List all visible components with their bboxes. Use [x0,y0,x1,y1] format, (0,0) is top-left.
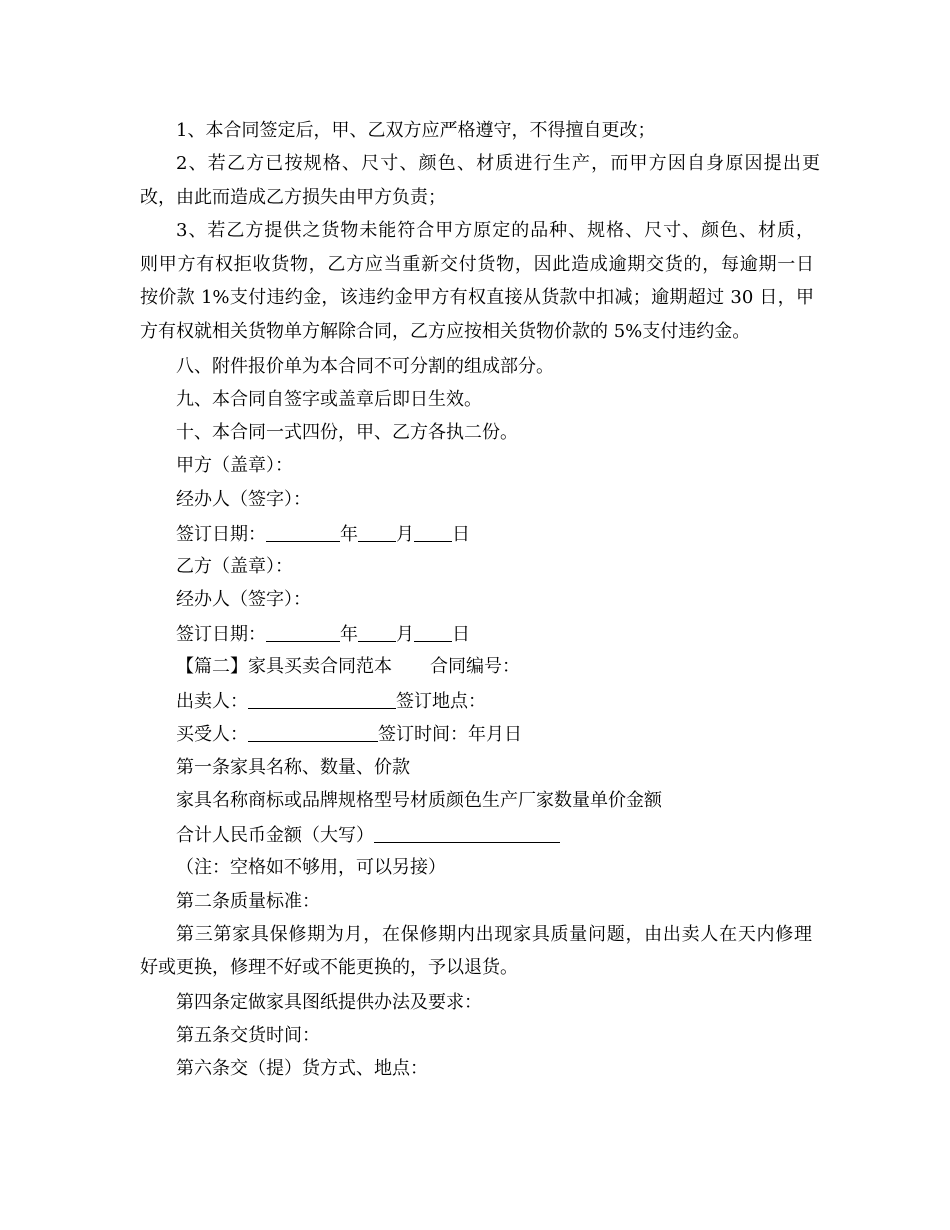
year-blank[interactable] [266,523,340,542]
sign-place-label: 签订地点： [396,691,486,712]
party-a-seal: 甲方（盖章）： [176,455,293,476]
clause-7-item-3-line-1: 3、若乙方提供之货物未能符合甲方原定的品种、规格、尺寸、颜色、材质， [176,220,814,241]
article-3-line-1: 第三第家具保修期为月，在保修期内出现家具质量问题，由出卖人在天内修理 [176,924,812,945]
section-2-title: 【篇二】家具买卖合同范本 [176,656,392,677]
party-a-sign-date [176,523,856,546]
article-4: 第四条定做家具图纸提供办法及要求： [176,992,482,1013]
year-blank[interactable] [266,623,340,642]
clause-7-item-2-line-2: 改，由此而造成乙方损失由甲方负责； [140,187,446,208]
sign-date-label: 签订日期： [176,624,266,645]
clause-7-item-3-line-4: 方有权就相关货物单方解除合同，乙方应按相关货物价款的 5%支付违约金。 [140,321,751,342]
party-b-agent-signature: 经办人（签字）： [176,589,311,610]
sign-date-label: 签订日期： [176,524,266,545]
seller-row [176,690,856,713]
seller-blank[interactable] [248,690,396,709]
month-label: 月 [396,624,414,645]
section-2-heading [176,656,856,678]
day-blank[interactable] [414,523,452,542]
total-amount-row [176,824,856,847]
article-6: 第六条交（提）货方式、地点： [176,1058,428,1079]
article-1-title: 第一条家具名称、数量、价款 [176,757,410,778]
clause-7-item-1: 1、本合同签定后，甲、乙双方应严格遵守，不得擅自更改； [176,120,656,141]
note: （注：空格如不够用，可以另接） [176,857,446,878]
sign-time-label: 签订时间：年月日 [378,724,522,745]
clause-8: 八、附件报价单为本合同不可分割的组成部分。 [176,356,554,377]
clause-10: 十、本合同一式四份，甲、乙方各执二份。 [176,422,518,443]
buyer-row [176,723,856,746]
day-blank[interactable] [414,623,452,642]
party-b-seal: 乙方（盖章）： [176,556,293,577]
buyer-label: 买受人： [176,724,248,745]
article-2: 第二条质量标准： [176,891,320,912]
party-b-sign-date [176,623,856,646]
clause-7-item-3-line-2: 则甲方有权拒收货物，乙方应当重新交付货物，因此造成逾期交货的，每逾期一日 [140,254,814,275]
month-label: 月 [396,524,414,545]
contract-number-label: 合同编号： [430,656,520,677]
party-a-agent-signature: 经办人（签字）： [176,489,311,510]
article-1-columns: 家具名称商标或品牌规格型号材质颜色生产厂家数量单价金额 [176,790,662,811]
total-amount-blank[interactable] [374,824,560,843]
seller-label: 出卖人： [176,691,248,712]
year-label: 年 [340,624,358,645]
article-5: 第五条交货时间： [176,1025,320,1046]
day-label: 日 [452,624,470,645]
buyer-blank[interactable] [248,723,378,742]
article-3-line-2: 好或更换，修理不好或不能更换的，予以退货。 [140,957,518,978]
year-label: 年 [340,524,358,545]
month-blank[interactable] [358,623,396,642]
day-label: 日 [452,524,470,545]
month-blank[interactable] [358,523,396,542]
clause-7-item-3-line-3: 按价款 1%支付违约金，该违约金甲方有权直接从货款中扣减；逾期超过 30 日，甲 [140,287,814,308]
total-amount-label: 合计人民币金额（大写） [176,825,374,846]
clause-7-item-2-line-1: 2、若乙方已按规格、尺寸、颜色、材质进行生产，而甲方因自身原因提出更 [176,153,820,174]
clause-9: 九、本合同自签字或盖章后即日生效。 [176,389,482,410]
